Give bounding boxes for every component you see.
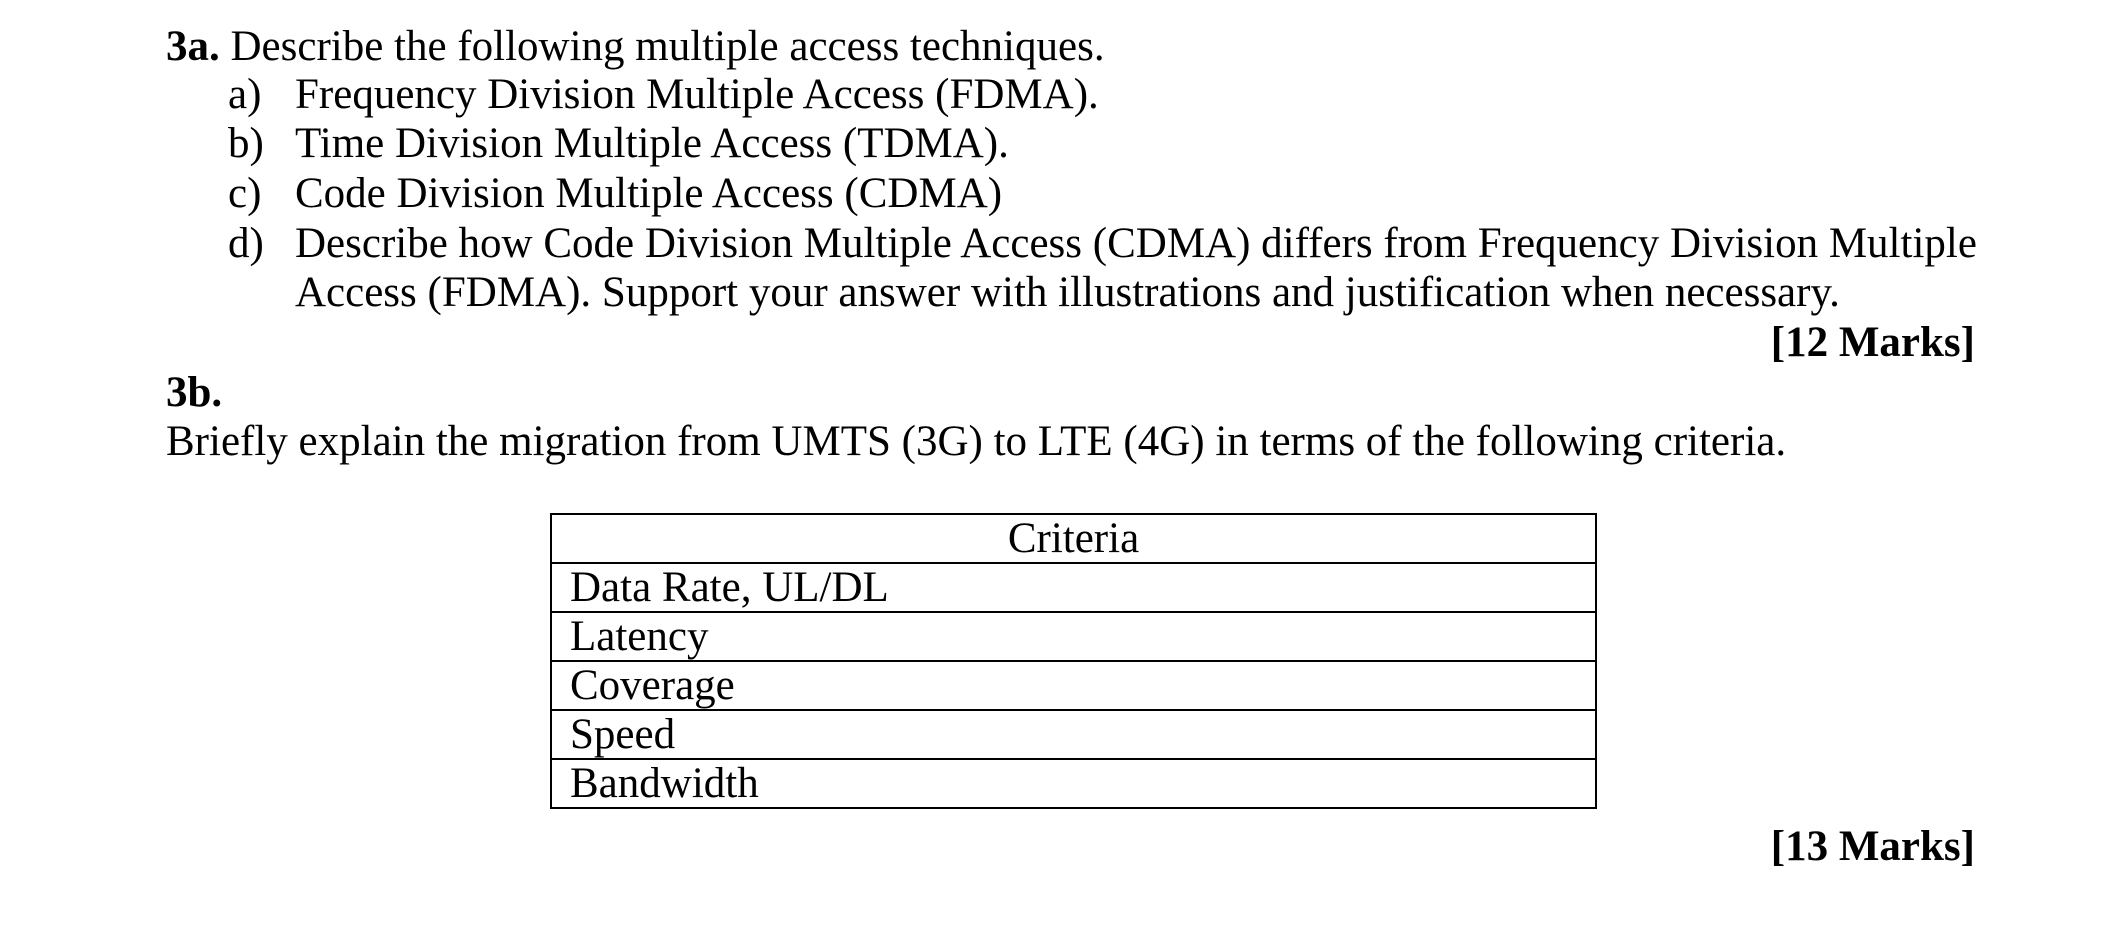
question-3a-marks: [12 Marks] <box>1770 319 1975 366</box>
question-3b-label: 3b. <box>166 369 223 416</box>
question-3b-prompt: Briefly explain the migration from UMTS (3G) to LTE (4G) in terms of the following criteria. <box>166 418 1787 465</box>
item-d-text: Describe how Code Division Multiple Access (CDMA) differs from Frequency Division Multiple <box>295 220 1977 267</box>
item-c-text: Code Division Multiple Access (CDMA) <box>295 170 1003 217</box>
item-a-letter: a) <box>228 71 262 118</box>
question-3a-prompt: Describe the following multiple access techniques. <box>230 23 1105 70</box>
table-row <box>551 661 1596 710</box>
criteria-cell-speed: Speed <box>551 710 1596 759</box>
question-3b-marks: [13 Marks] <box>1770 823 1975 870</box>
criteria-cell-data-rate: Data Rate, UL/DL <box>551 563 1596 612</box>
criteria-table-header-row <box>551 514 1596 563</box>
criteria-cell-bandwidth: Bandwidth <box>551 759 1596 808</box>
item-b-text: Time Division Multiple Access (TDMA). <box>295 120 1009 167</box>
question-3a-label: 3a. <box>166 23 220 70</box>
item-b-letter: b) <box>228 120 264 167</box>
table-row <box>551 710 1596 759</box>
table-row <box>551 759 1596 808</box>
item-d-text-continued: Access (FDMA). Support your answer with illustrations and justification when necessary. <box>295 269 1840 316</box>
criteria-cell-coverage: Coverage <box>551 661 1596 710</box>
criteria-table <box>550 513 1597 809</box>
table-row <box>551 612 1596 661</box>
item-a-text: Frequency Division Multiple Access (FDMA). <box>295 71 1099 118</box>
item-d-letter: d) <box>228 220 264 267</box>
table-row <box>551 563 1596 612</box>
item-c-letter: c) <box>228 170 262 217</box>
criteria-table-header: Criteria <box>551 514 1596 563</box>
criteria-cell-latency: Latency <box>551 612 1596 661</box>
question-3a-heading <box>166 22 1105 72</box>
